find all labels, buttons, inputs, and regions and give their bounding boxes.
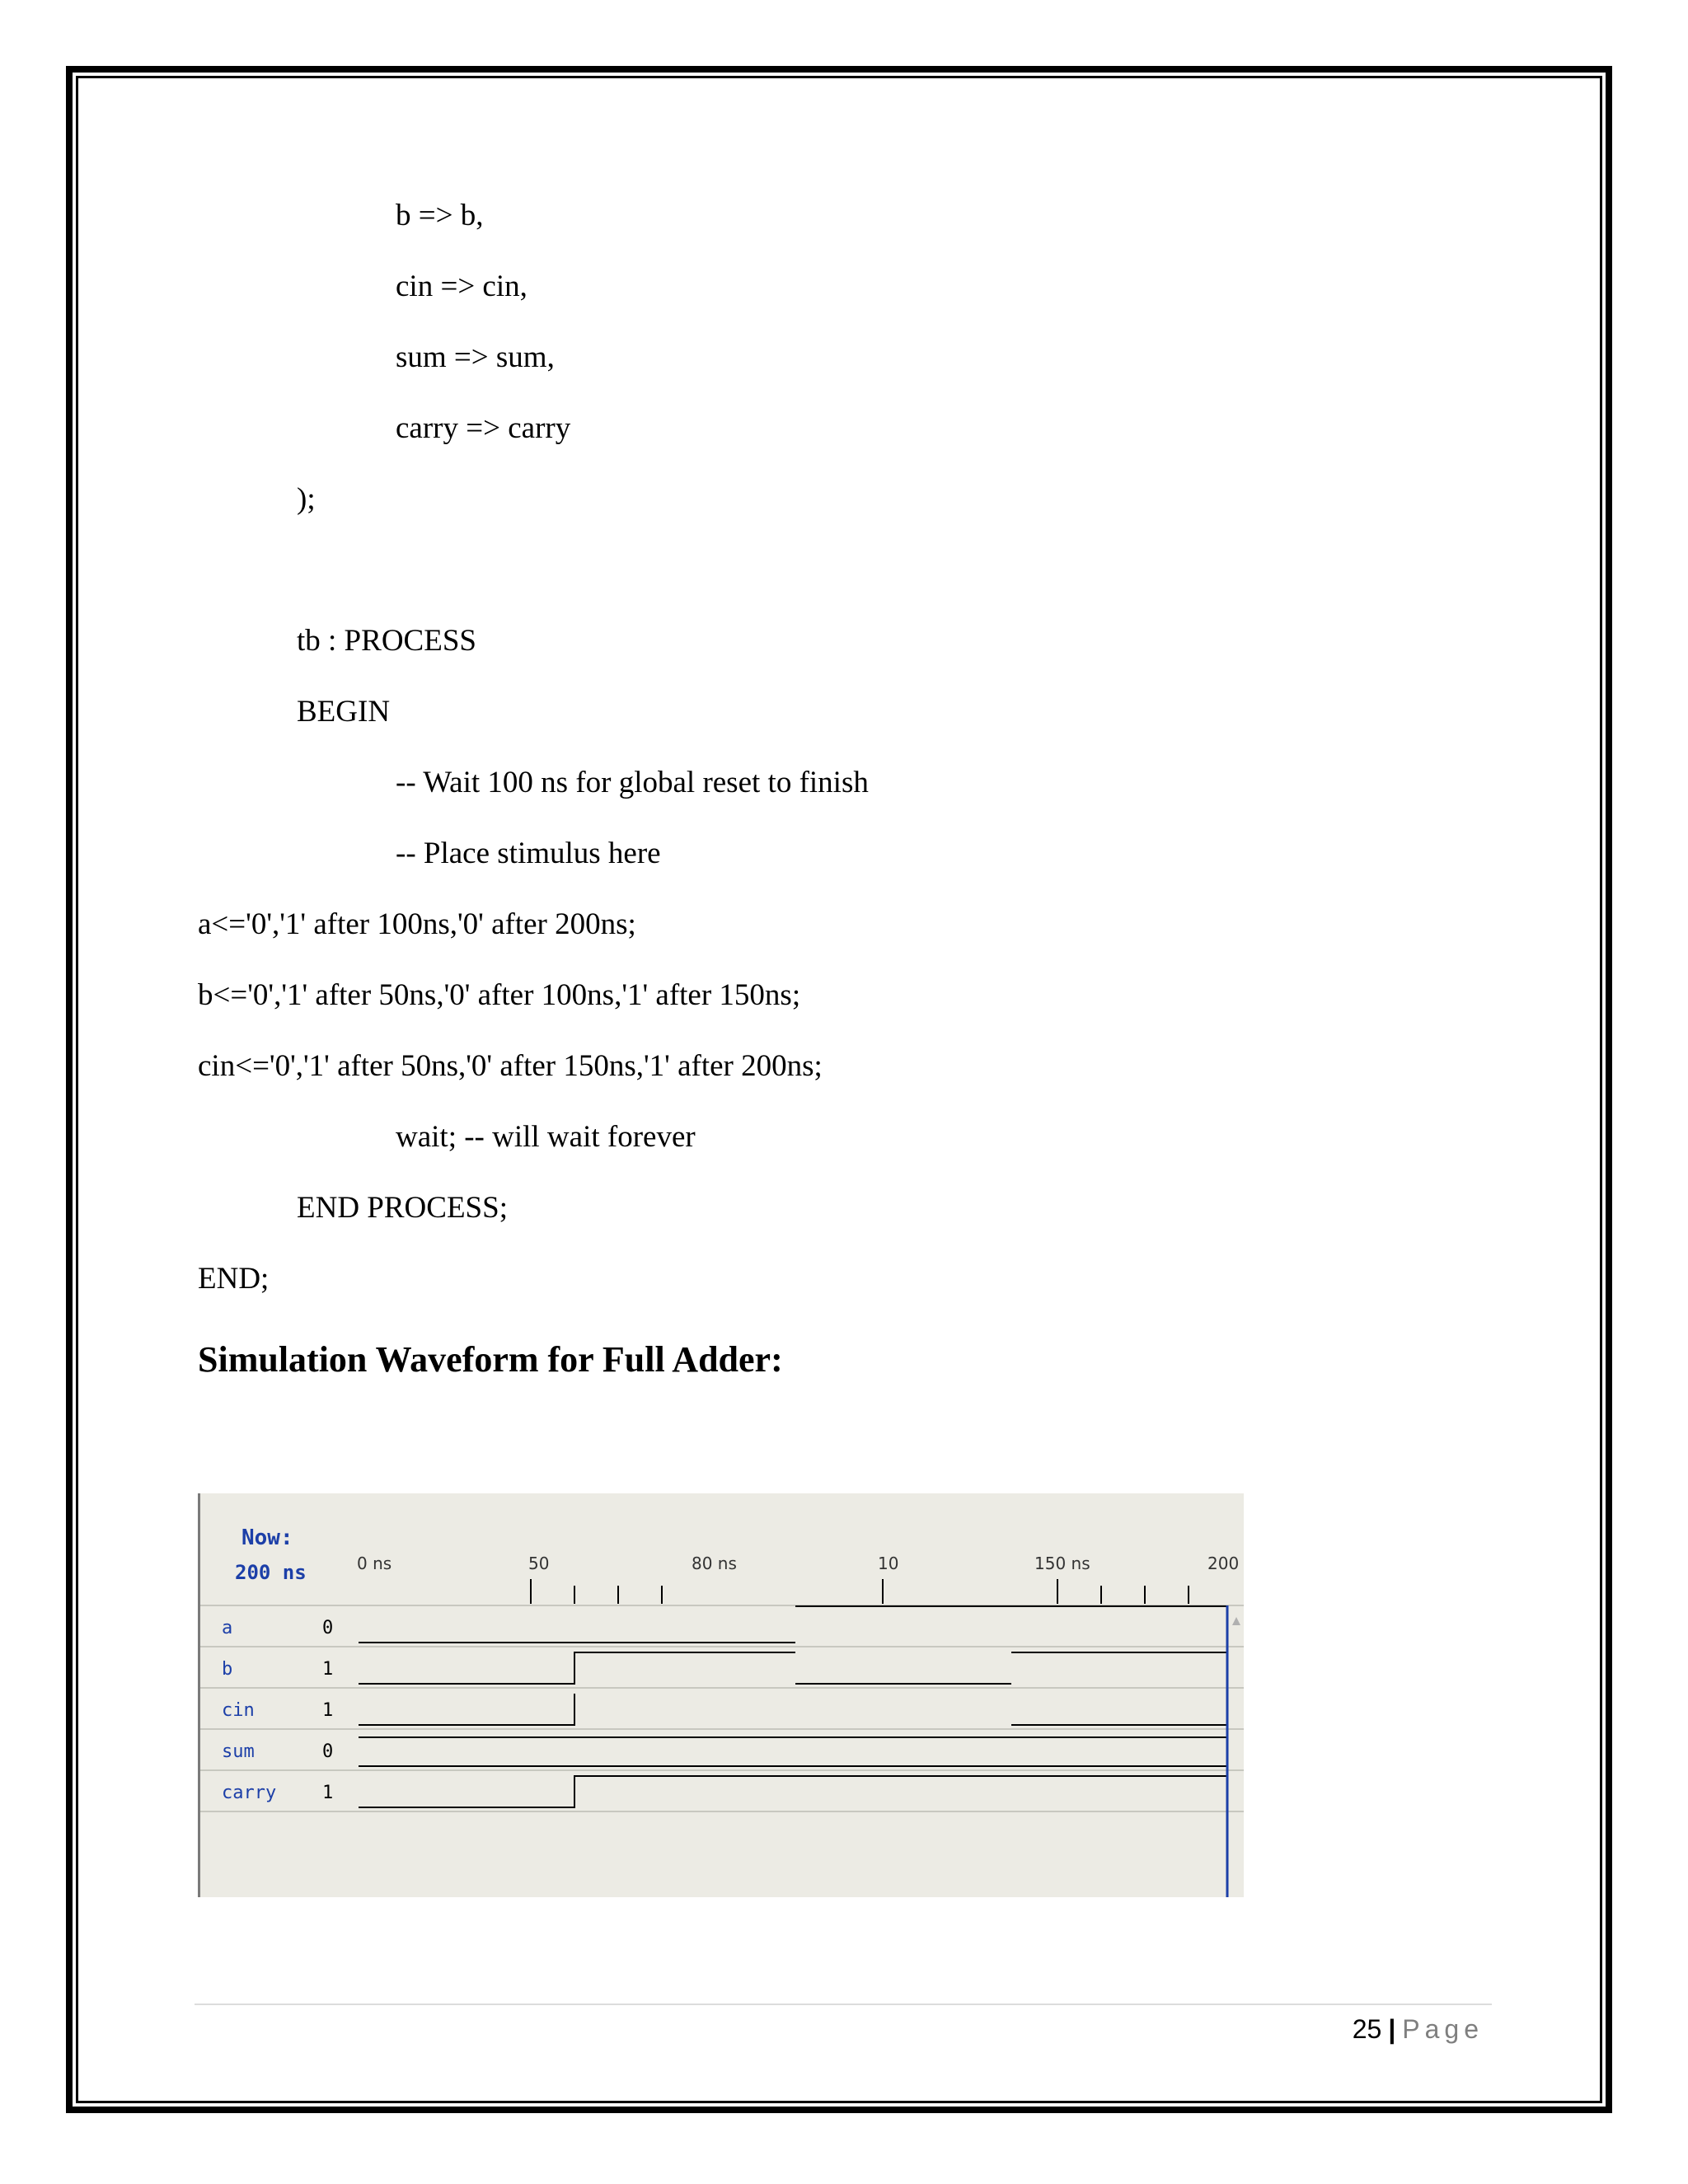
scroll-up-icon[interactable] [1232,1617,1240,1625]
code-line: ); [297,482,316,516]
code-line: -- Place stimulus here [396,837,661,870]
time-label: 0 ns [357,1554,392,1573]
page-footer [1335,2011,1484,2047]
time-label: 10 [878,1554,899,1573]
now-label: Now: [241,1526,293,1550]
page-word: Page [1402,2014,1484,2044]
signal-value: 1 [322,1700,334,1721]
code-line: a<='0','1' after 100ns,'0' after 200ns; [198,907,636,941]
code-line: END PROCESS; [297,1191,508,1225]
time-label: 50 [528,1554,550,1573]
signal-name: a [222,1618,233,1638]
code-line: b => b, [396,199,484,232]
waveform-trace [359,1694,574,1725]
time-label: 150 ns [1034,1554,1090,1573]
code-line: tb : PROCESS [297,624,476,658]
signal-name: sum [222,1741,255,1762]
now-value: 200 ns [235,1561,307,1584]
section-heading: Simulation Waveform for Full Adder: [198,1339,783,1380]
waveform-trace [359,1652,795,1684]
footer-rule [195,2004,1492,2005]
code-line: END; [198,1262,270,1296]
code-line: cin<='0','1' after 50ns,'0' after 150ns,'1' after 200ns; [198,1049,823,1083]
signal-name: cin [222,1700,255,1721]
signal-name: b [222,1659,233,1680]
waveform-trace [359,1776,1227,1807]
page-number: 25 [1352,2014,1382,2044]
code-line: cin => cin, [396,269,528,303]
code-line: b<='0','1' after 50ns,'0' after 100ns,'1' after 150ns; [198,978,801,1012]
waveform-screenshot [198,1493,1244,1897]
time-label: 200 [1207,1554,1240,1573]
code-line: wait; -- will wait forever [396,1120,696,1154]
code-line: -- Wait 100 ns for global reset to finish [396,766,869,799]
time-label: 80 ns [692,1554,737,1573]
signal-name: carry [222,1783,277,1803]
time-ticks [531,1579,1189,1604]
code-line: BEGIN [297,695,391,729]
signal-value: 0 [322,1741,334,1762]
code-line: sum => sum, [396,340,555,374]
code-line: carry => carry [396,411,571,445]
signal-value: 0 [322,1618,334,1638]
footer-separator: | [1388,2014,1396,2044]
signal-value: 1 [322,1659,334,1680]
signal-value: 1 [322,1783,334,1803]
